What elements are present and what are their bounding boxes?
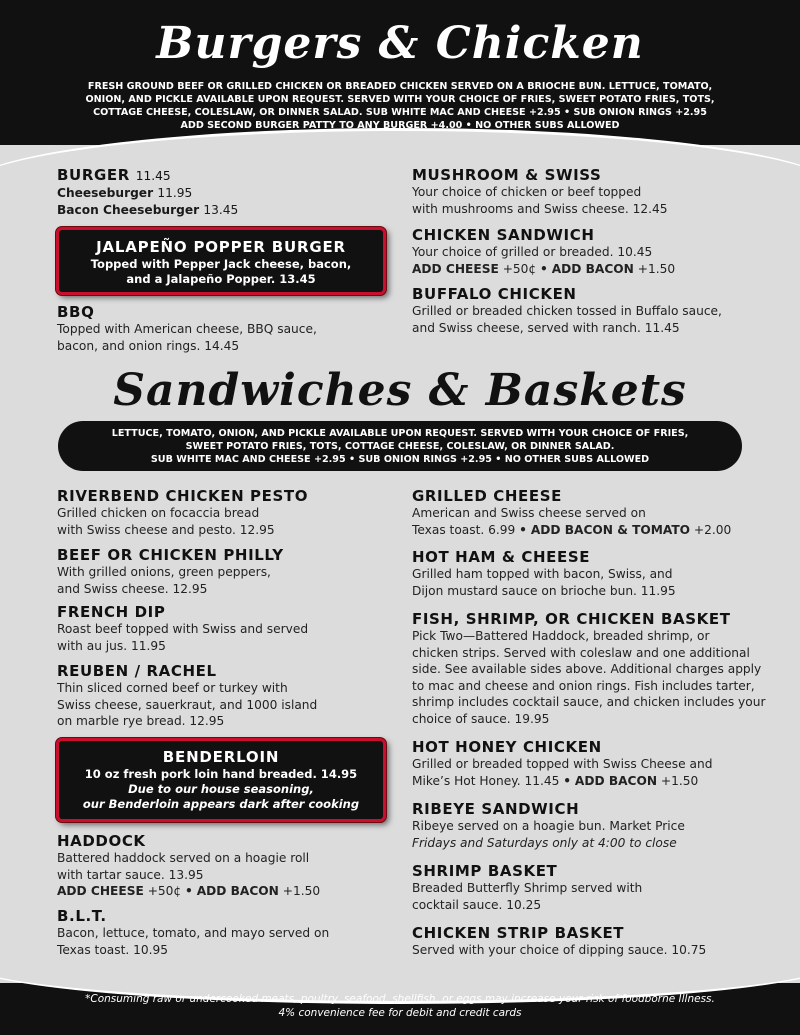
item-availability-note: Fridays and Saturdays only at 4:00 to close — [412, 835, 677, 850]
burgers-intro-text: FRESH GROUND BEEF OR GRILLED CHICKEN OR BREADED CHICKEN SERVED ON A BRIOCHE BUN. LETTUCE, TOMATO, ONION, AND PICKLE AVAILABLE UPON REQUEST. SERVED WITH YOUR CHOICE OF FRIES, SWEET POTATO FRIES, TOTS, COTTAGE CHEESE, COLESLAW, OR DINNER SALAD. SUB WHITE MAC AND CHEESE +2.95 • SUB ONION RINGS +2.95 ADD SECOND BURGER PATTY TO ANY BURGER +4.00 • NO OTHER SUBS ALLOWED — [85, 81, 715, 131]
footer-disclaimer — [20, 992, 780, 1020]
item-variant-price: 13.45 — [203, 202, 239, 217]
item-description: and Swiss cheese. 12.95 — [57, 581, 208, 596]
item-name: FRENCH DIP — [57, 603, 166, 621]
menu-item-mushroom-swiss — [412, 166, 668, 217]
health-warning: *Consuming raw or undercooked meats, poultry, seafood, shellfish, or eggs may increase your risk of foodborne Illness. — [85, 993, 715, 1005]
item-price: 11.45 — [135, 169, 171, 183]
item-variant-name: Bacon Cheeseburger — [57, 202, 200, 217]
item-description: Your choice of grilled or breaded. 10.45 — [412, 245, 653, 259]
item-description: Grilled ham topped with bacon, Swiss, and — [412, 567, 673, 581]
item-name: FISH, SHRIMP, OR CHICKEN BASKET — [412, 610, 731, 628]
menu-item-chicken-sandwich — [412, 226, 675, 277]
item-name: BBQ — [57, 303, 95, 321]
item-variant-price: 11.95 — [157, 186, 193, 200]
item-description: Grilled or breaded chicken tossed in Buffalo sauce, — [412, 304, 722, 318]
item-addons: ADD CHEESE +50¢ • ADD BACON +1.50 — [412, 261, 676, 276]
item-name: BENDERLOIN — [162, 748, 280, 766]
item-description: and Swiss cheese, served with ranch. 11.45 — [412, 320, 680, 335]
item-description: Swiss cheese, sauerkraut, and 1000 island — [57, 697, 318, 712]
menu-item-ribeye-sandwich — [412, 800, 685, 851]
item-description: Topped with American cheese, BBQ sauce, — [57, 322, 317, 336]
item-name: BEEF OR CHICKEN PHILLY — [57, 546, 284, 564]
item-note: our Benderloin appears dark after cooking — [82, 797, 360, 811]
menu-item-chicken-strip-basket — [412, 924, 706, 959]
menu-item-buffalo-chicken — [412, 285, 722, 336]
item-name: REUBEN / RACHEL — [57, 662, 217, 680]
item-name: RIBEYE SANDWICH — [412, 800, 580, 818]
item-description: Pick Two—Battered Haddock, breaded shrimp, or — [412, 629, 710, 643]
item-description: Topped with Pepper Jack cheese, bacon, — [90, 257, 352, 271]
item-description: shrimp includes cocktail sauce, and chicken includes your — [412, 695, 766, 709]
item-description: with mushrooms and Swiss cheese. 12.45 — [412, 201, 668, 216]
item-description: side. See available sides above. Additional charges apply — [412, 662, 762, 676]
menu-item-reuben-rachel — [57, 662, 317, 730]
item-description: and a Jalapeño Popper. 13.45 — [126, 272, 316, 286]
featured-benderloin — [56, 738, 386, 822]
card-fee-note: 4% convenience fee for debit and credit cards — [278, 1007, 522, 1019]
item-description: Ribeye served on a hoagie bun. Market Price — [412, 819, 685, 833]
item-description: Bacon, lettuce, tomato, and mayo served on — [57, 926, 330, 940]
menu-item-philly — [57, 546, 284, 597]
item-name: MUSHROOM & SWISS — [412, 166, 602, 184]
menu-item-blt — [57, 907, 329, 958]
featured-jalapeno-popper-burger — [56, 227, 386, 295]
item-name: HADDOCK — [57, 832, 146, 850]
item-description: Roast beef topped with Swiss and served — [57, 622, 309, 636]
item-name: CHICKEN STRIP BASKET — [412, 924, 625, 942]
item-description: chicken strips. Served with coleslaw and one additional — [412, 645, 750, 660]
item-description: Battered haddock served on a hoagie roll — [57, 851, 310, 865]
item-description: with Swiss cheese and pesto. 12.95 — [57, 522, 275, 537]
menu-item-french-dip — [57, 603, 308, 654]
menu-item-fish-shrimp-chicken-basket — [412, 610, 765, 727]
item-name: HOT HONEY CHICKEN — [412, 738, 602, 756]
item-description: with au jus. 11.95 — [57, 638, 166, 653]
menu-item-hot-ham-cheese — [412, 548, 676, 599]
item-description: bacon, and onion rings. 14.45 — [57, 338, 240, 353]
item-name: BUFFALO CHICKEN — [412, 285, 577, 303]
item-description: Your choice of chicken or beef topped — [412, 185, 642, 199]
item-variant-name: Cheeseburger — [57, 186, 154, 200]
item-description: Texas toast. 6.99 • ADD BACON & TOMATO +2.00 — [412, 522, 732, 537]
sandwiches-section-title: Sandwiches & Baskets — [113, 365, 687, 416]
item-description: choice of sauce. 19.95 — [412, 711, 550, 726]
item-description: 10 oz fresh pork loin hand breaded. 14.95 — [84, 767, 358, 781]
menu-item-grilled-cheese — [412, 487, 731, 538]
item-name: JALAPEÑO POPPER BURGER — [96, 238, 346, 256]
item-description: Breaded Butterfly Shrimp served with — [412, 881, 643, 895]
menu-item-haddock — [57, 832, 320, 900]
item-name: GRILLED CHEESE — [412, 487, 562, 505]
item-description: to mac and cheese and onion rings. Fish includes tarter, — [412, 678, 755, 693]
burgers-section-title: Burgers & Chicken — [156, 18, 644, 69]
sandwiches-intro-banner: LETTUCE, TOMATO, ONION, AND PICKLE AVAILABLE UPON REQUEST. SERVED WITH YOUR CHOICE OF FRIES, SWEET POTATO FRIES, TOTS, COTTAGE CHEESE, COLESLAW, OR DINNER SALAD. SUB WHITE MAC AND CHEESE +2.95 • SUB ONION RINGS +2.95 • NO OTHER SUBS ALLOWED — [58, 421, 742, 471]
menu-item-shrimp-basket — [412, 862, 642, 913]
item-name: CHICKEN SANDWICH — [412, 226, 595, 244]
item-description: with tartar sauce. 13.95 — [57, 867, 204, 882]
menu-item-hot-honey-chicken — [412, 738, 712, 789]
item-name: HOT HAM & CHEESE — [412, 548, 591, 566]
menu-item-bbq — [57, 303, 317, 354]
item-description: on marble rye bread. 12.95 — [57, 714, 225, 728]
item-description: With grilled onions, green peppers, — [57, 565, 271, 579]
item-description: cocktail sauce. 10.25 — [412, 897, 542, 912]
item-addons: ADD CHEESE +50¢ • ADD BACON +1.50 — [57, 884, 321, 898]
item-name: RIVERBEND CHICKEN PESTO — [57, 487, 309, 505]
item-description: Served with your choice of dipping sauce. 10.75 — [412, 943, 707, 957]
item-name: B.L.T. — [57, 907, 107, 925]
item-description: Texas toast. 10.95 — [57, 942, 169, 957]
item-description: Thin sliced corned beef or turkey with — [57, 681, 288, 695]
item-note: Due to our house seasoning, — [128, 782, 314, 796]
item-description: Dijon mustard sauce on brioche bun. 11.95 — [412, 583, 676, 598]
item-description: Grilled or breaded topped with Swiss Cheese and — [412, 757, 713, 771]
item-description: Grilled chicken on focaccia bread — [57, 506, 260, 520]
item-name: BURGER — [57, 166, 130, 184]
item-name: SHRIMP BASKET — [412, 862, 558, 880]
menu-item-burger — [57, 166, 238, 218]
item-description: American and Swiss cheese served on — [412, 506, 646, 520]
menu-item-riverbend-pesto — [57, 487, 308, 538]
item-description: Mike’s Hot Honey. 11.45 • ADD BACON +1.50 — [412, 773, 699, 788]
